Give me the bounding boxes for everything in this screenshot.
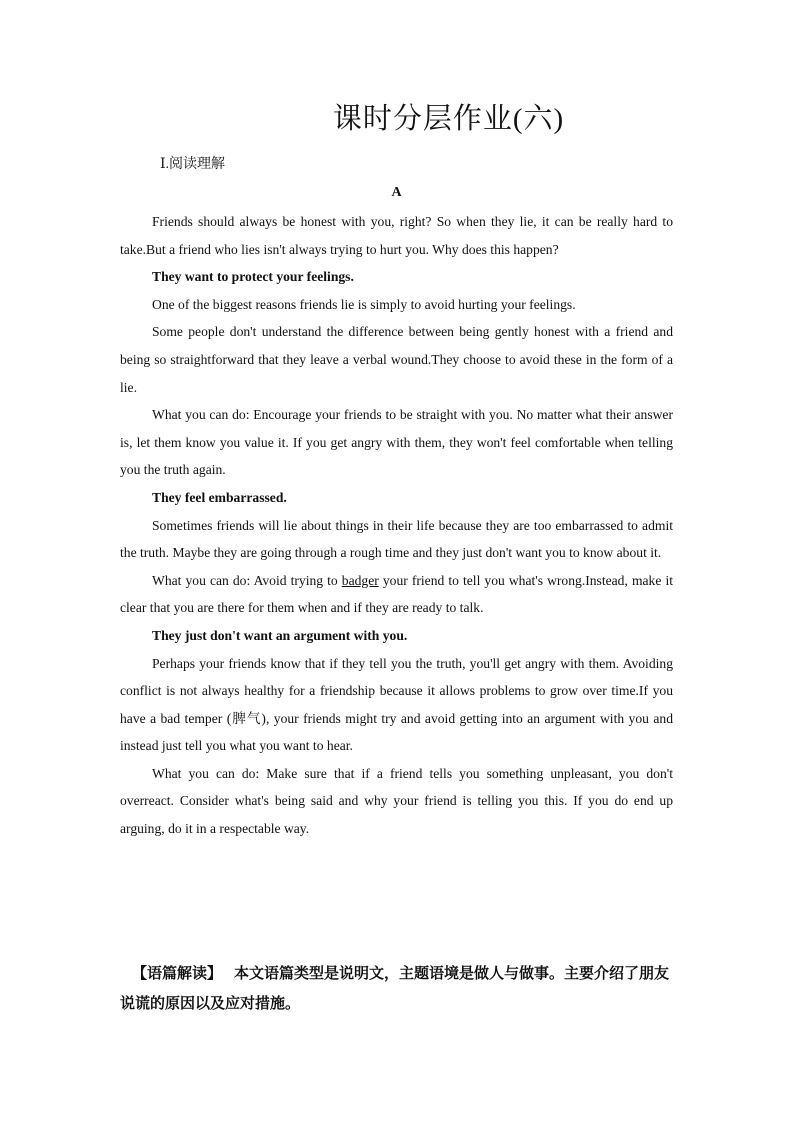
paragraph-text: your friend to tell you what's wrong.Instead, make it clear that you are there for them when and if they are ready to talk. — [120, 572, 673, 616]
section-heading: Ⅰ.阅读理解 — [160, 157, 226, 172]
paragraph: What you can do: Encourage your friends to be straight with you. No matter what their answer is, let them know you value it. If you get angry with them, they won't feel comfortable when telling you the truth again. — [120, 407, 673, 478]
passage-body — [120, 208, 673, 843]
paragraph: What you can do: Make sure that if a friend tells you something unpleasant, you don't overreact. Consider what's being said and why your friend is telling you this. If you do end up arguing, do it in a respectable way. — [120, 765, 673, 837]
analysis-text: 本文语篇类型是说明文，主题语境是做人与做事。主要介绍了朋友说谎的原因以及应对措施。 — [120, 964, 670, 1012]
paragraph: Sometimes friends will lie about things in their life because they are too embarrassed to admit the truth. Maybe they are going through a rough time and they just don't want you to know about it. — [120, 517, 673, 561]
subheading: They feel embarrassed. — [152, 489, 287, 505]
analysis-label: 【语篇解读】 — [132, 964, 223, 982]
passage-analysis — [120, 958, 673, 1018]
paragraph-text: What you can do: Avoid trying to — [152, 572, 342, 588]
passage-letter: A — [391, 185, 402, 200]
paragraph: Friends should always be honest with you, right? So when they lie, it can be really hard to take.But a friend who lies isn't always trying to hurt you. Why does this happen? — [120, 214, 673, 257]
page-title: 课时分层作业(六) — [332, 103, 565, 135]
paragraph: One of the biggest reasons friends lie is simply to avoid hurting your feelings. — [152, 296, 576, 312]
paragraph: Perhaps your friends know that if they tell you the truth, you'll get angry with them. Avoiding conflict is not always healthy for a friendship because it allows problems to grow over time.If you have a bad temper (脾气), your friends might try and avoid getting into an argument with you and instead just tell you what you want to hear. — [120, 655, 673, 754]
paragraph: Some people don't understand the difference between being gently honest with a friend and being so straightforward that they leave a verbal wound.They choose to avoid these in the form of a lie. — [120, 324, 673, 395]
subheading: They just don't want an argument with you. — [152, 627, 408, 643]
underlined-word: badger — [341, 572, 379, 588]
paragraph — [120, 567, 673, 622]
subheading: They want to protect your feelings. — [152, 269, 354, 285]
